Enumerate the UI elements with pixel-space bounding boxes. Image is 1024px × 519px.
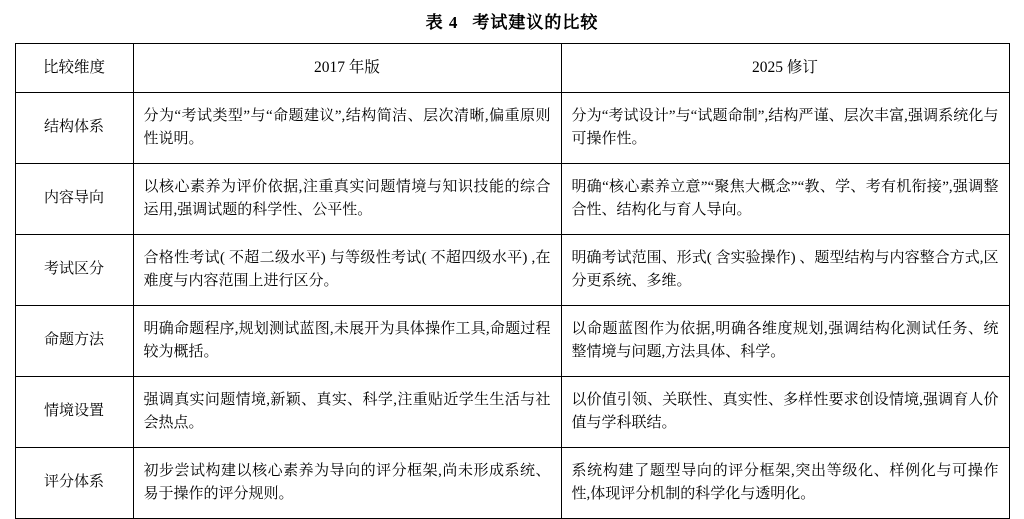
comparison-table <box>15 43 1010 519</box>
table-row <box>15 93 1009 164</box>
table-number: 表 4 <box>425 13 459 32</box>
row-2025-text: 系统构建了题型导向的评分框架,突出等级化、样例化与可操作性,体现评分机制的科学化与透明化。 <box>561 448 1009 519</box>
row-2017-text: 合格性考试( 不超二级水平) 与等级性考试( 不超四级水平) ,在难度与内容范围上进行区分。 <box>133 235 561 306</box>
table-row <box>15 235 1009 306</box>
table-header-row <box>15 44 1009 93</box>
row-2017-text: 以核心素养为评价依据,注重真实问题情境与知识技能的综合运用,强调试题的科学性、公平性。 <box>133 164 561 235</box>
row-dimension: 考试区分 <box>15 235 133 306</box>
table-row <box>15 377 1009 448</box>
row-dimension: 内容导向 <box>15 164 133 235</box>
table-row <box>15 164 1009 235</box>
row-dimension: 情境设置 <box>15 377 133 448</box>
row-2025-text: 以命题蓝图作为依据,明确各维度规划,强调结构化测试任务、统整情境与问题,方法具体、科学。 <box>561 306 1009 377</box>
row-dimension: 结构体系 <box>15 93 133 164</box>
row-2025-text: 明确“核心素养立意”“聚焦大概念”“教、学、考有机衔接”,强调整合性、结构化与育人导向。 <box>561 164 1009 235</box>
row-2017-text: 强调真实问题情境,新颖、真实、科学,注重贴近学生生活与社会热点。 <box>133 377 561 448</box>
row-2025-text: 以价值引领、关联性、真实性、多样性要求创设情境,强调育人价值与学科联结。 <box>561 377 1009 448</box>
column-header-dimension: 比较维度 <box>15 44 133 93</box>
column-header-2017: 2017 年版 <box>133 44 561 93</box>
row-2017-text: 明确命题程序,规划测试蓝图,未展开为具体操作工具,命题过程较为概括。 <box>133 306 561 377</box>
table-caption <box>0 0 1024 43</box>
row-dimension: 命题方法 <box>15 306 133 377</box>
row-2017-text: 分为“考试类型”与“命题建议”,结构简洁、层次清晰,偏重原则性说明。 <box>133 93 561 164</box>
row-2025-text: 明确考试范围、形式( 含实验操作) 、题型结构与内容整合方式,区分更系统、多维。 <box>561 235 1009 306</box>
table-row <box>15 306 1009 377</box>
column-header-2025: 2025 修订 <box>561 44 1009 93</box>
row-dimension: 评分体系 <box>15 448 133 519</box>
table-title: 考试建议的比较 <box>472 13 599 32</box>
table-row <box>15 448 1009 519</box>
row-2017-text: 初步尝试构建以核心素养为导向的评分框架,尚未形成系统、易于操作的评分规则。 <box>133 448 561 519</box>
row-2025-text: 分为“考试设计”与“试题命制”,结构严谨、层次丰富,强调系统化与可操作性。 <box>561 93 1009 164</box>
